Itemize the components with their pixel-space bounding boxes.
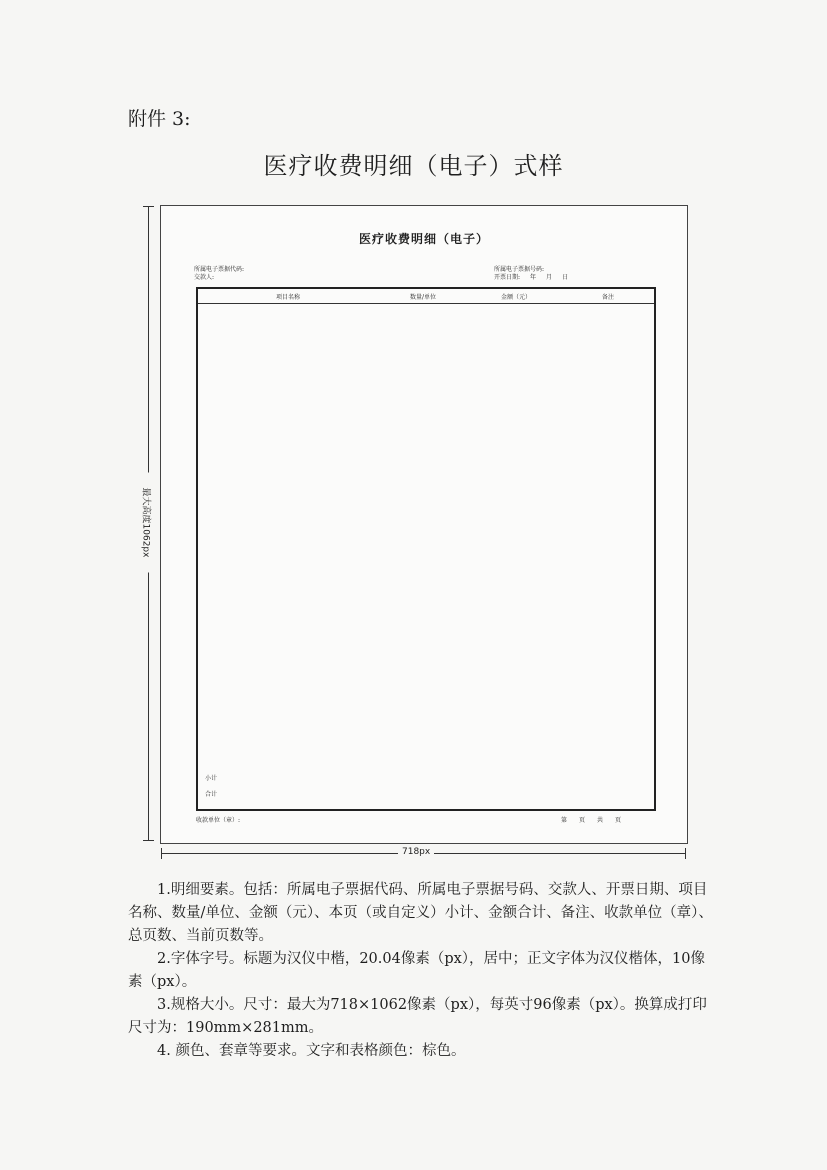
- page-part-3: 共: [597, 817, 604, 824]
- meta-left: [194, 266, 244, 282]
- width-dimension-cap-left: [161, 848, 162, 859]
- header-amount: 金额（元）: [501, 294, 532, 301]
- year-label: 年: [530, 274, 537, 281]
- invoice-number-label: 所属电子票据号码:: [494, 266, 545, 273]
- header-quantity-unit: 数量/单位: [410, 294, 437, 301]
- invoice-code-label: 所属电子票据代码:: [194, 266, 245, 273]
- page-count: [561, 815, 621, 824]
- sample-form-frame: [160, 205, 688, 844]
- issue-date-row: [494, 274, 568, 282]
- width-dimension-cap-right: [685, 848, 686, 859]
- issue-date-label: 开票日期:: [494, 274, 521, 281]
- total-label: 合计: [205, 791, 218, 798]
- month-label: 月: [546, 274, 553, 281]
- meta-right: [494, 266, 568, 282]
- height-dimension-cap-bottom: [143, 840, 154, 841]
- notes-section: [128, 879, 714, 1063]
- page-part-1: 第: [561, 817, 568, 824]
- note-2: 2.字体字号。标题为汉仪中楷，20.04像素（px），居中；正文字体为汉仪楷体，10像素（px）。: [128, 951, 706, 990]
- sample-form-title: 医疗收费明细（电子）: [358, 232, 489, 246]
- note-1: 1.明细要素。包括：所属电子票据代码、所属电子票据号码、交款人、开票日期、项目名称、数量/单位、金额（元）、本页（或自定义）小计、金额合计、备注、收款单位（章）、总页数、当前页数等。: [128, 882, 713, 944]
- header-remarks: 备注: [602, 294, 615, 301]
- document-title: 医疗收费明细（电子）式样: [263, 152, 564, 180]
- width-dimension-label: 718px: [398, 847, 434, 857]
- detail-table: [196, 287, 656, 811]
- page-part-2: 页: [579, 817, 586, 824]
- note-4: 4. 颜色、套章等要求。文字和表格颜色：棕色。: [157, 1043, 466, 1059]
- header-item-name: 项目名称: [276, 294, 301, 301]
- table-header: [198, 289, 654, 304]
- annex-label: 附件 3:: [128, 108, 191, 130]
- subtotal-label: 小计: [205, 775, 218, 782]
- page-part-4: 页: [615, 817, 622, 824]
- day-label: 日: [562, 274, 569, 281]
- height-dimension-label: 最大高度1062px: [141, 473, 154, 573]
- height-dimension-cap-top: [143, 206, 154, 207]
- payer-label: 交款人:: [194, 274, 215, 281]
- payee-label: 收款单位（章）:: [196, 817, 241, 824]
- note-3: 3.规格大小。尺寸：最大为718×1062像素（px），每英寸96像素（px）。换算成打印尺寸为：190mm×281mm。: [128, 997, 707, 1036]
